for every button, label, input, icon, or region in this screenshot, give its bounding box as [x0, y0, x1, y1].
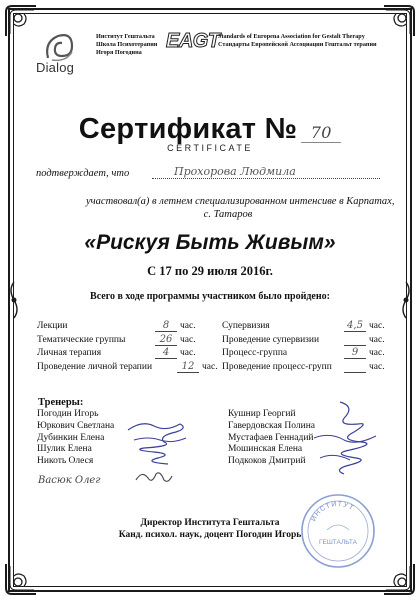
trainers-heading: Тренеры: [38, 397, 84, 408]
participation-line-2: с. Татаров [203, 209, 253, 220]
hours-label: Проведение личной терапии [37, 361, 153, 372]
handwritten-trainer-names [38, 470, 178, 488]
trainer-signature-left [124, 416, 194, 470]
confirm-line [36, 165, 396, 179]
trainer-name: Подкоков Дмитрий [228, 456, 306, 467]
eagt-logo-text: EAGT [166, 30, 220, 52]
trainer-name: Гавердовская Полина [228, 420, 316, 431]
confirm-label: подтверждает, что [36, 168, 130, 179]
handwritten-scribble-icon [134, 468, 174, 486]
participation-line-1: участвовал(а) в летнем специализированном интенсиве в Карпатах, [86, 196, 395, 207]
trainer-name: Кушнир Георгий [228, 409, 296, 419]
hours-label: Тематические группы [37, 334, 126, 345]
hours-unit: час. [202, 361, 218, 372]
eagt-logo [166, 28, 220, 52]
director-line-1: Директор Института Гештальта [140, 518, 280, 528]
hours-row [37, 334, 217, 348]
hours-value: 8 [155, 320, 177, 332]
hours-value: 4 [155, 347, 177, 359]
trainer-name: Погодин Игорь [37, 409, 99, 419]
corner-ornament-icon [382, 562, 416, 596]
certificate-number: 70 [301, 123, 341, 143]
trainer-name: Никоть Олеся [37, 456, 94, 467]
stamp-center-text: ГЕШТАЛЬТА [318, 539, 358, 546]
program-dates: С 17 по 29 июля 2016г. [147, 264, 273, 278]
stamp-top-text: ИНСТИТУТ [310, 500, 356, 523]
summary-text: Всего в ходе программы участником было пройдено: [90, 291, 330, 302]
hours-value: 9 [344, 347, 366, 359]
hours-label: Процесс-группа [222, 348, 288, 358]
header-right-text [218, 33, 398, 49]
svg-text:ИНСТИТУТ [310, 501, 355, 523]
trainer-name: Шулик Елена [37, 444, 92, 455]
hours-row [222, 320, 402, 334]
header-right-line: Standards of Europena Association for Gestalt Therapy [218, 33, 365, 40]
official-stamp [299, 492, 377, 570]
trainers-left-list [37, 409, 114, 468]
hours-unit: час. [180, 334, 196, 345]
hours-row [222, 361, 402, 375]
hours-row [37, 320, 217, 334]
corner-ornament-icon [4, 4, 38, 38]
trainer-name: Юркович Светлана [37, 420, 115, 431]
trainers-right-list [228, 409, 315, 468]
dialog-logo [36, 30, 86, 76]
header-left-line: Институт Гештальта [96, 33, 155, 40]
hours-unit: час. [369, 348, 385, 358]
header-right-line: Стандарты Европейской Ассоциации Гештальт терапии [218, 41, 377, 48]
director-line-2: Канд. психол. наук, доцент Погодин Игорь [118, 530, 302, 540]
header-left-line: Игоря Погодина [96, 49, 142, 56]
certificate-title [0, 113, 420, 146]
hours-label: Личная терапия [37, 348, 102, 358]
participation-text [86, 195, 406, 221]
header-left-line: Школа Психотерапии [96, 41, 158, 48]
hours-row [37, 347, 217, 361]
certificate-subtitle: CERTIFICATE [167, 143, 253, 153]
hours-right-list [222, 320, 402, 374]
recipient-name: Прохорова Людмила [152, 165, 380, 179]
dialog-logo-text: Dialog [36, 60, 75, 75]
hours-unit: час. [369, 334, 385, 345]
hours-value: 12 [177, 361, 199, 373]
hours-unit: час. [180, 321, 196, 331]
hours-value [344, 334, 366, 346]
hours-unit: час. [369, 361, 385, 372]
corner-ornament-icon [4, 562, 38, 596]
hours-unit: час. [180, 348, 196, 358]
trainer-name: Мошинская Елена [228, 444, 303, 455]
hours-row [222, 334, 402, 348]
hours-value: 26 [155, 334, 177, 346]
hours-value: 4,5 [344, 320, 366, 332]
trainer-signature-right [310, 398, 380, 478]
hours-label: Проведение супервизии [222, 334, 320, 345]
dialog-swirl-icon [42, 30, 76, 64]
trainer-name: Мустафаев Геннадий [228, 432, 314, 443]
hours-left-list [37, 320, 217, 374]
trainer-name: Дубинкин Елена [37, 432, 105, 443]
hours-row [37, 361, 217, 375]
hours-label: Супервизия [222, 321, 270, 331]
hours-unit: час. [369, 321, 385, 331]
title-text: Сертификат № [78, 113, 298, 145]
hours-row [222, 347, 402, 361]
hours-label: Проведение процесс-групп [222, 361, 332, 372]
program-title: «Рискуя Быть Живым» [84, 231, 336, 254]
handwritten-names-text: Васюк Олег [38, 475, 101, 486]
hours-value [344, 361, 366, 373]
hours-label: Лекции [37, 321, 68, 331]
